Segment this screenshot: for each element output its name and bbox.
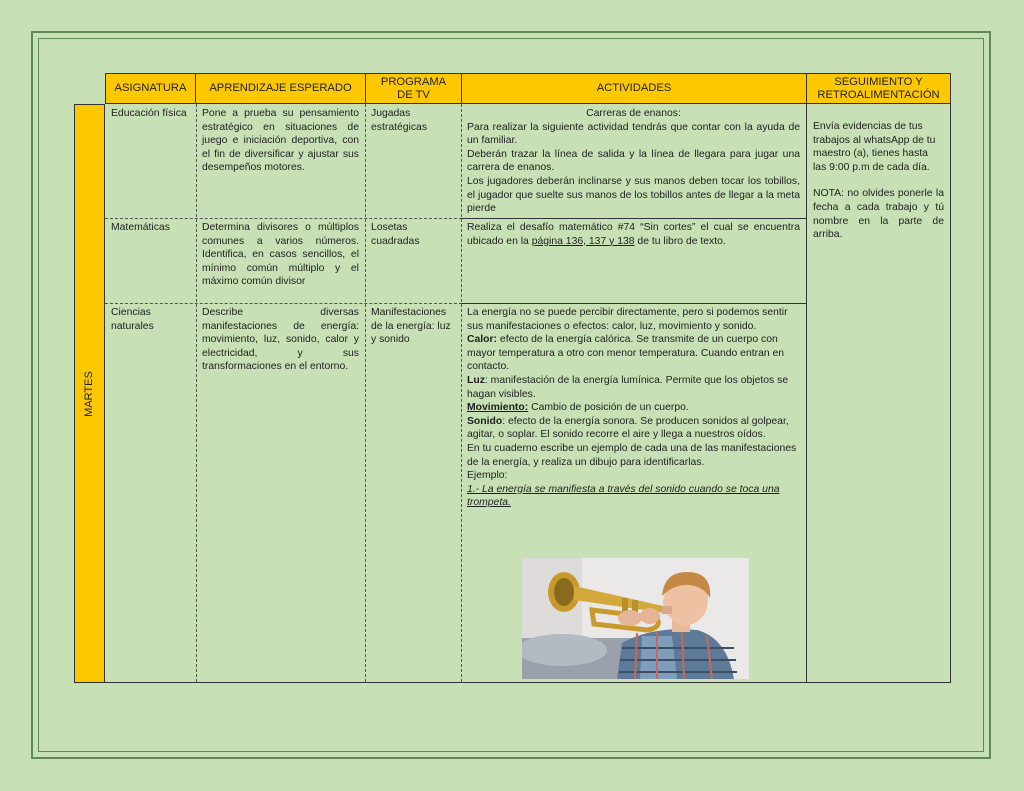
row2-activity-post: de tu libro de texto. [634,235,726,247]
row3-learning: Describe diversas manifestaciones de energía: movimiento, luz, sonido, calor y electricidad, y sus transformaciones en el entorno. [202,307,359,373]
row3-sonido [467,415,800,442]
row3-calor-text: efecto de la energía calórica. Se transmite de un cuerpo con mayor temperatura a otro con menor temperatura. Cuando entran en contacto. [467,334,785,373]
day-label: MARTES [82,370,95,417]
followup-text: Envía evidencias de tus trabajos al whatsApp de tu maestro (a), tienes hasta las 9:00 p.m de cada día. [813,121,936,173]
row1-activity-line: Los jugadores deberán inclinarse y sus manos deben tocar los tobillos, el jugador que suelte sus manos de los tobillos antes de llegar a la meta pierde [467,175,800,215]
header-actividades: ACTIVIDADES [461,73,807,104]
row3-example-label: Ejemplo: [467,470,508,482]
row3-sonido-text: : efecto de la energía sonora. Se producen sonidos al golpear, agitar, o soplar. El sonido recorre el aire y llega a nuestros oídos. [467,415,789,441]
row3-sonido-label: Sonido [467,415,503,427]
table-bottom-line [74,682,951,683]
row3-program: Manifestaciones de la energía: luz y sonido [371,307,451,346]
row3-calor [467,333,800,374]
col-line-5 [950,104,951,682]
row3-luz-label: Luz [467,374,485,386]
row3-activity [461,304,806,556]
row2-activity-link: página 136, 137 y 138 [531,235,635,247]
header-seguimiento: SEGUIMIENTO Y RETROALIMENTACIÓN [806,73,951,104]
row3-movimiento [467,401,800,415]
row1-activity [461,105,806,217]
row3-luz [467,374,800,401]
row1-subject: Educación física [111,108,187,119]
row1-program: Jugadas estratégicas [371,108,428,133]
row1-activity-title: Carreras de enanos: [586,108,681,119]
row2-activity [461,219,806,302]
followup-cell [807,118,950,278]
row1-learning: Pone a prueba su pensamiento estratégico en situaciones de juego e iniciación deportiva, con el fin de diversificar y ajustar sus desempeños motores. [202,108,359,174]
header-asignatura: ASIGNATURA [105,73,196,104]
row3-task: En tu cuaderno escribe un ejemplo de cada una de las manifestaciones de la energía, y realiza un dibujo para identificarlas. [467,442,797,468]
row1-activity-line: Deberán trazar la línea de salida y la línea de llegara para jugar una carrera de enanos. [467,148,800,174]
trumpet-boy-photo [522,558,749,679]
day-column [74,104,105,683]
row3-intro: La energía no se puede percibir directamente, pero si podemos sentir sus manifestaciones o efectos: calor, luz, movimiento y sonido. [467,307,788,332]
row2-activity-pre: Realiza el desafío matemático #74 “Sin cortes” el cual se encuentra ubicado en la [467,222,800,247]
row1-activity-line: Para realizar la siguiente actividad tendrás que contar con la ayuda de un familiar. [467,121,800,147]
row2-program: Losetas cuadradas [371,222,420,247]
row2-subject: Matemáticas [111,222,170,233]
row3-subject: Ciencias naturales [111,307,154,332]
header-programa: PROGRAMA DE TV [365,73,462,104]
row3-luz-text: : manifestación de la energía lumínica. Permite que los objetos se hagan visibles. [467,374,789,400]
header-aprendizaje: APRENDIZAJE ESPERADO [195,73,366,104]
followup-note: NOTA: no olvides ponerle la fecha a cada trabajo y tú nombre en la parte de arriba. [813,188,944,241]
row3-calor-label: Calor: [467,334,498,346]
row3-mov-label: Movimiento: [467,402,529,414]
row3-mov-text: Cambio de posición de un cuerpo. [528,402,689,414]
row3-example: 1.- La energía se manifiesta a través del sonido cuando se toca una trompeta. [467,483,780,509]
row2-learning: Determina divisores o múltiplos comunes a varios números. Identifica, en casos sencillos, el mínimo común múltiplo y el máximo común divisor [202,222,359,288]
